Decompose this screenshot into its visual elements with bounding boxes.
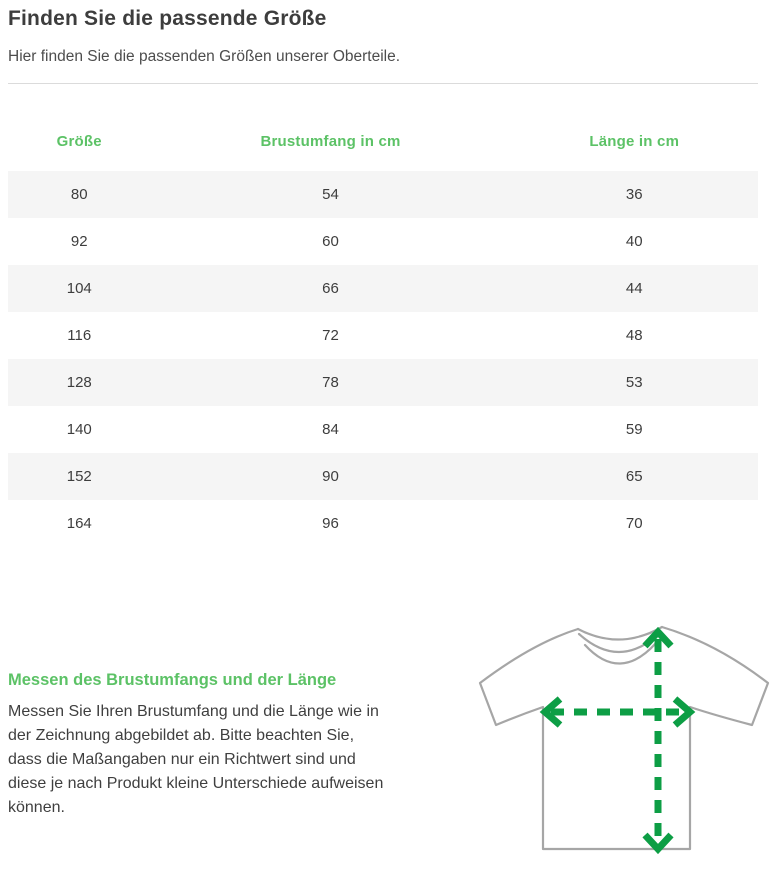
size-table (8, 112, 758, 547)
table-cell: 54 (322, 186, 339, 203)
tshirt-measurement-diagram (478, 619, 770, 859)
page-subtitle: Hier finden Sie die passenden Größen unserer Oberteile. (8, 48, 401, 65)
table-cell: 40 (625, 233, 643, 250)
tshirt-outline (480, 627, 768, 849)
table-row (8, 500, 758, 547)
table-row (8, 265, 758, 312)
length-arrow (645, 632, 671, 849)
tshirt-diagram-svg (478, 619, 770, 859)
column-header-groesse: Größe (56, 133, 102, 150)
table-cell: 92 (70, 233, 88, 250)
table-row (8, 359, 758, 406)
table-cell: 65 (625, 468, 643, 485)
chest-width-arrow (545, 699, 690, 725)
measuring-heading: Messen des Brustumfangs und der Länge (8, 671, 337, 689)
table-cell: 96 (322, 515, 339, 532)
table-cell: 48 (625, 327, 643, 344)
table-row (8, 218, 758, 265)
table-cell: 53 (625, 374, 643, 391)
table-row (8, 171, 758, 218)
page-title: Finden Sie die passende Größe (8, 7, 327, 30)
header-row (8, 112, 758, 171)
table-cell: 44 (625, 280, 643, 297)
table-cell: 164 (66, 515, 92, 532)
measuring-section (8, 619, 758, 859)
table-cell: 152 (66, 468, 92, 485)
table-row (8, 453, 758, 500)
size-table-body (8, 171, 758, 547)
table-cell: 78 (322, 374, 339, 391)
table-cell: 128 (66, 374, 92, 391)
table-cell: 60 (322, 233, 339, 250)
measuring-text-block (8, 619, 386, 820)
table-cell: 59 (625, 421, 643, 438)
table-row (8, 312, 758, 359)
table-cell: 66 (322, 280, 339, 297)
table-cell: 84 (322, 421, 339, 438)
divider (8, 83, 758, 84)
table-cell: 116 (67, 327, 92, 344)
table-cell: 72 (322, 327, 339, 344)
arrowhead-bottom (645, 835, 671, 849)
table-cell: 36 (625, 186, 643, 203)
table-cell: 104 (66, 280, 92, 297)
table-cell: 80 (70, 186, 88, 203)
column-header-brustumfang: Brustumfang in cm (260, 133, 401, 150)
table-cell: 90 (322, 468, 339, 485)
table-row (8, 406, 758, 453)
column-header-laenge: Länge in cm (589, 133, 680, 150)
size-table-header (8, 112, 758, 171)
table-cell: 140 (66, 421, 92, 438)
table-cell: 70 (625, 515, 643, 532)
measuring-description: Messen Sie Ihren Brustumfang und die Länge wie in der Zeichnung abgebildet ab. Bitte beachten Sie, dass die Maßangaben nur ein Richtwert sind und diese je nach Produkt kleine Unterschiede aufweisen können. (8, 703, 384, 816)
